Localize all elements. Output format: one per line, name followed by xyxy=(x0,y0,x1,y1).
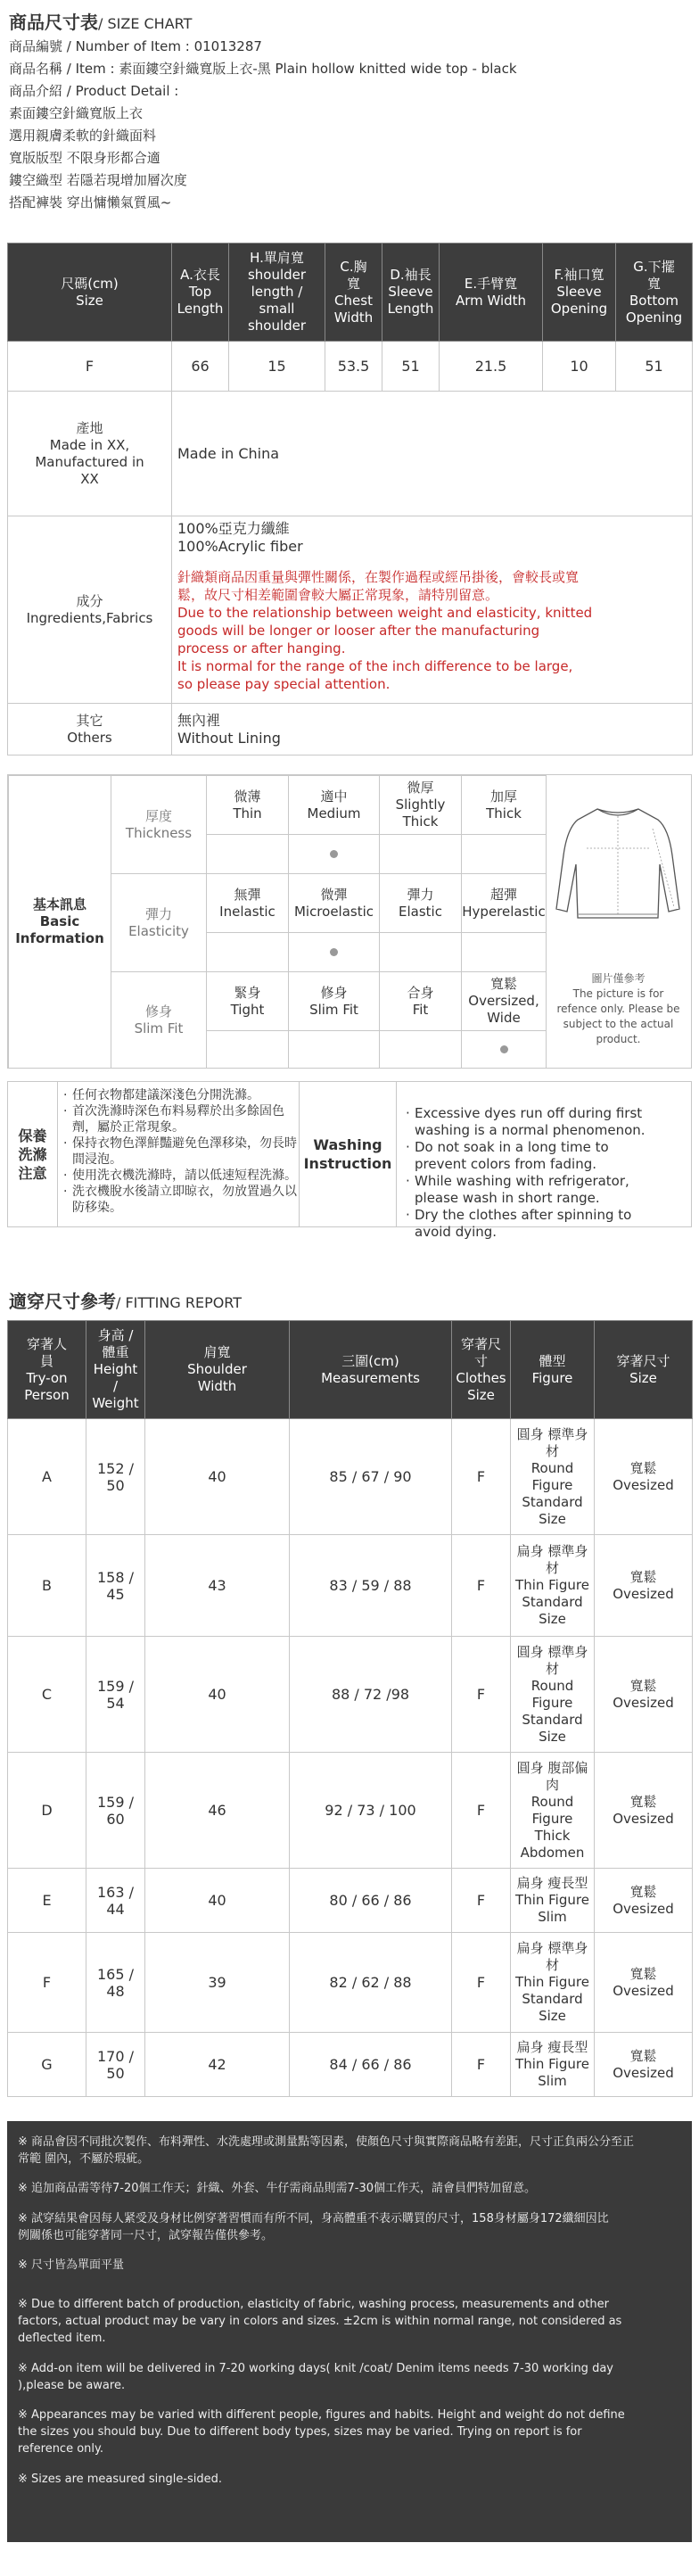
figure: 扁身 標準身 材 Thin Figure Standard Size xyxy=(511,1535,595,1637)
person: C xyxy=(8,1637,86,1753)
fit-size: 寬鬆 Ovesized xyxy=(595,1869,693,1933)
header-height-weight: 身高 / 體重 Height / Weight xyxy=(86,1321,145,1419)
fit-row xyxy=(8,1637,693,1753)
figure: 扁身 瘦長型 Thin Figure Slim xyxy=(511,1869,595,1933)
wash-item: · 使用洗衣機洗滌時，請以低速短程洗滌。 xyxy=(63,1168,297,1183)
size-cell: 51 xyxy=(382,342,440,392)
clothes-size: F xyxy=(452,2033,511,2097)
fabric-label: 成分 Ingredients,Fabrics xyxy=(8,516,172,704)
clothes-size: F xyxy=(452,1753,511,1869)
person: G xyxy=(8,2033,86,2097)
fit-option: 緊身 Tight xyxy=(207,972,289,1031)
washing-list-en xyxy=(406,1105,689,1241)
clothes-size: F xyxy=(452,1419,511,1535)
clothes-size: F xyxy=(452,1933,511,2033)
header-shoulder: H.單肩寬 shoulder length / small shoulder xyxy=(229,244,325,342)
detail-line: 選用親膚柔軟的針織面料 xyxy=(9,128,157,144)
note-zh: ※ 商品會因不同批次製作、布料彈性、水洗處理或測量點等因素，使顏色尺寸與實際商品略有差距，尺寸正負兩公分至正 常範 圍內，不屬於瑕疵。 xyxy=(18,2135,635,2166)
measurements: 82 / 62 / 88 xyxy=(290,1933,452,2033)
elasticity-option: 彈力 Elastic xyxy=(380,874,462,933)
size-chart-title xyxy=(9,11,690,36)
title-en: / SIZE CHART xyxy=(98,15,193,32)
marker-cell xyxy=(289,933,380,972)
header-chest: C.胸 寬 Chest Width xyxy=(325,244,382,342)
elasticity-label: 彈力 Elasticity xyxy=(111,874,207,972)
notes-panel xyxy=(7,2121,692,2542)
elasticity-option: 無彈 Inelastic xyxy=(207,874,289,933)
detail-line: 鏤空織型 若隱若現增加層次度 xyxy=(9,172,187,188)
item-number: 商品編號 / Number of Item : 01013287 xyxy=(9,38,262,54)
basic-info-table xyxy=(8,775,547,1069)
shoulder: 46 xyxy=(145,1753,290,1869)
marker-cell xyxy=(207,933,289,972)
note-en: ※ Add-on item will be delivered in 7-20 working days( knit /coat/ Denim items needs 7-30 working day ),please be aware. xyxy=(18,2362,613,2392)
washing-section xyxy=(7,1081,692,1240)
origin-row xyxy=(8,392,693,516)
person: A xyxy=(8,1419,86,1535)
header-bottom-opening: G.下擺 寬 Bottom Opening xyxy=(616,244,693,342)
note-en: ※ Sizes are measured single-sided. xyxy=(18,2473,223,2486)
height-weight: 165 / 48 xyxy=(86,1933,145,2033)
measurements: 85 / 67 / 90 xyxy=(290,1419,452,1535)
clothes-size: F xyxy=(452,1869,511,1933)
marker-cell xyxy=(380,1031,462,1069)
height-weight: 170 / 50 xyxy=(86,2033,145,2097)
detail-line: 寬版版型 不限身形都合適 xyxy=(9,150,160,166)
marker-cell xyxy=(207,1031,289,1069)
others-value: 無內裡 Without Lining xyxy=(172,704,693,755)
note-zh: ※ 追加商品需等待7-20個工作天；針織、外套、牛仔需商品則需7-30個工作天，請會員們特加留意。 xyxy=(18,2182,537,2195)
fit-size: 寬鬆 Ovesized xyxy=(595,1637,693,1753)
fit-row xyxy=(8,1933,693,2033)
washing-label-en: Washing Instruction xyxy=(299,1082,397,1226)
thickness-label: 厚度 Thickness xyxy=(111,776,207,874)
title-zh: 商品尺寸表 xyxy=(9,12,98,33)
clothes-size: F xyxy=(452,1637,511,1753)
fitting-report-table xyxy=(7,1320,693,2097)
wash-item: · 洗衣機脫水後請立即晾衣，勿放置過久以防移染。 xyxy=(63,1185,297,1215)
measurements: 92 / 73 / 100 xyxy=(290,1753,452,1869)
wash-item: · 保持衣物色澤鮮豔避免色澤移染，勿長時間浸泡。 xyxy=(63,1136,297,1167)
size-cell: 10 xyxy=(543,342,616,392)
header-figure: 體型 Figure xyxy=(511,1321,595,1419)
figure: 扁身 瘦長型 Thin Figure Slim xyxy=(511,2033,595,2097)
fit-row xyxy=(8,1419,693,1535)
fit-size: 寬鬆 Ovesized xyxy=(595,1419,693,1535)
figure: 扁身 標準身 材 Thin Figure Standard Size xyxy=(511,1933,595,2033)
size-cell: 21.5 xyxy=(440,342,543,392)
header-sleeve-length: D.袖長 Sleeve Length xyxy=(382,244,440,342)
fit-option: 修身 Slim Fit xyxy=(289,972,380,1031)
measurements: 84 / 66 / 86 xyxy=(290,2033,452,2097)
detail-line: 素面鏤空針織寬版上衣 xyxy=(9,105,144,121)
shoulder: 39 xyxy=(145,1933,290,2033)
figure: 圓身 腹部偏 肉 Round Figure Thick Abdomen xyxy=(511,1753,595,1869)
marker-cell xyxy=(462,835,547,874)
thickness-option: 微厚 Slightly Thick xyxy=(380,776,462,835)
selected-dot xyxy=(500,1045,508,1053)
size-row-f xyxy=(8,342,693,392)
wash-item: · While washing with refrigerator, please wash in short range. xyxy=(406,1173,629,1206)
measurements: 80 / 66 / 86 xyxy=(290,1869,452,1933)
shoulder: 40 xyxy=(145,1869,290,1933)
marker-cell xyxy=(462,933,547,972)
shoulder: 42 xyxy=(145,2033,290,2097)
slim-fit-label: 修身 Slim Fit xyxy=(111,972,207,1069)
basic-information xyxy=(7,774,692,1069)
person: D xyxy=(8,1753,86,1869)
fit-size: 寬鬆 Ovesized xyxy=(595,1535,693,1637)
header-size: 尺碼(cm) Size xyxy=(8,244,172,342)
fitting-report-title: 適穿尺寸參考/ FITTING REPORT xyxy=(9,1291,243,1312)
header-top-length: A.衣長 Top Length xyxy=(172,244,229,342)
person: E xyxy=(8,1869,86,1933)
thickness-option: 微薄 Thin xyxy=(207,776,289,835)
selected-dot xyxy=(330,948,338,956)
header-person: 穿著人 員 Try-on Person xyxy=(8,1321,86,1419)
sweater-outline-icon xyxy=(546,775,691,962)
wash-item: · Excessive dyes run off during first washing is a normal phenomenon. xyxy=(406,1105,646,1138)
others-label: 其它 Others xyxy=(8,704,172,755)
washing-label-zh: 保養 洗滌 注意 xyxy=(8,1082,58,1226)
fit-row xyxy=(8,1535,693,1637)
product-info-table xyxy=(7,391,693,755)
thickness-option: 加厚 Thick xyxy=(462,776,547,835)
fabric-line: 100%亞克力纖維 xyxy=(177,520,290,537)
thickness-option: 適中 Medium xyxy=(289,776,380,835)
wash-item: · 首次洗滌時深色布料易釋於出多餘固色劑，屬於正常現象。 xyxy=(63,1104,284,1135)
header-sleeve-opening: F.袖口寬 Sleeve Opening xyxy=(543,244,616,342)
person: F xyxy=(8,1933,86,2033)
height-weight: 158 / 45 xyxy=(86,1535,145,1637)
origin-value: Made in China xyxy=(172,392,693,516)
height-weight: 159 / 54 xyxy=(86,1637,145,1753)
fabric-value xyxy=(172,516,693,704)
fit-row xyxy=(8,1753,693,1869)
measurements: 88 / 72 /98 xyxy=(290,1637,452,1753)
detail-line: 搭配褲裝 穿出慵懶氣質風~ xyxy=(9,194,172,211)
image-note: 圖片僅參考 The picture is for refence only. Please be subject to the actual product. xyxy=(556,972,680,1045)
wash-item: · Dry the clothes after spinning to avoid dying. xyxy=(406,1207,632,1240)
header-clothes-size: 穿著尺 寸 Clothes Size xyxy=(452,1321,511,1419)
figure: 圓身 標準身 材 Round Figure Standard Size xyxy=(511,1419,595,1535)
size-cell: 15 xyxy=(229,342,325,392)
shoulder: 43 xyxy=(145,1535,290,1637)
marker-cell xyxy=(289,1031,380,1069)
header-measurements: 三圍(cm) Measurements xyxy=(290,1321,452,1419)
clothes-size: F xyxy=(452,1535,511,1637)
marker-cell xyxy=(462,1031,547,1069)
shoulder: 40 xyxy=(145,1419,290,1535)
shoulder: 40 xyxy=(145,1637,290,1753)
figure: 圓身 標準身 材 Round Figure Standard Size xyxy=(511,1637,595,1753)
fit-size: 寬鬆 Ovesized xyxy=(595,2033,693,2097)
fit-row xyxy=(8,2033,693,2097)
measurements: 83 / 59 / 88 xyxy=(290,1535,452,1637)
selected-dot xyxy=(330,850,338,858)
product-detail-title: 商品介紹 / Product Detail : xyxy=(9,83,179,99)
header-shoulder-width: 肩寬 Shoulder Width xyxy=(145,1321,290,1419)
marker-cell xyxy=(289,835,380,874)
marker-cell xyxy=(380,835,462,874)
garment-diagram xyxy=(546,775,691,1068)
fit-option: 寬鬆 Oversized, Wide xyxy=(462,972,547,1031)
marker-cell xyxy=(207,835,289,874)
fit-size: 寬鬆 Ovesized xyxy=(595,1933,693,2033)
size-cell: 51 xyxy=(616,342,693,392)
others-row xyxy=(8,704,693,755)
size-chart-table xyxy=(7,243,693,392)
height-weight: 152 / 50 xyxy=(86,1419,145,1535)
knit-warning: 針織類商品因重量與彈性關係，在製作過程或經吊掛後，會較長或寬 鬆，故尺寸相差範圍會較大屬正常現象，請特別留意。 Due to the relationship between weight and elasticity, knitted goods will be longer or looser after the manufacturing process or after hanging. It is normal for the range of the inch difference to be large, so please pay special attention. xyxy=(177,569,593,692)
fabric-row xyxy=(8,516,693,704)
person: B xyxy=(8,1535,86,1637)
note-en: ※ Appearances may be varied with different people, figures and habits. Height and weight do not define the sizes you should buy. Due to different body types, sizes may be varied. Trying on report is for reference only. xyxy=(18,2408,625,2456)
elasticity-option: 微彈 Microelastic xyxy=(289,874,380,933)
marker-cell xyxy=(380,933,462,972)
fit-size: 寬鬆 Ovesized xyxy=(595,1753,693,1869)
elasticity-option: 超彈 Hyperelastic xyxy=(462,874,547,933)
header-fit-size: 穿著尺寸 Size xyxy=(595,1321,693,1419)
wash-item: · 任何衣物都建議深淺色分開洗滌。 xyxy=(63,1088,259,1102)
washing-list-zh xyxy=(63,1087,297,1216)
fit-row xyxy=(8,1869,693,1933)
fabric-line: 100%Acrylic fiber xyxy=(177,538,303,555)
wash-item: · Do not soak in a long time to prevent colors from fading. xyxy=(406,1139,609,1172)
height-weight: 159 / 60 xyxy=(86,1753,145,1869)
note-en: ※ Due to different batch of production, elasticity of fabric, washing process, measurements and other factors, actual product may be vary in colors and sizes. ±2cm is within normal range, not considered as deflected item. xyxy=(18,2298,622,2345)
item-name: 商品名稱 / Item : 素面鏤空針織寬版上衣-黑 Plain hollow knitted wide top - black xyxy=(9,61,517,77)
product-detail-list xyxy=(9,103,690,214)
size-cell: 53.5 xyxy=(325,342,382,392)
size-cell: 66 xyxy=(172,342,229,392)
basic-info-title: 基本訊息 Basic Information xyxy=(9,776,111,1069)
origin-label: 產地 Made in XX, Manufactured in XX xyxy=(8,392,172,516)
note-zh: ※ 尺寸皆為單面平量 xyxy=(18,2258,125,2272)
height-weight: 163 / 44 xyxy=(86,1869,145,1933)
product-header xyxy=(0,0,699,214)
size-header-row xyxy=(8,244,693,342)
note-zh: ※ 試穿結果會因每人紧受及身材比例穿著習慣而有所不同，身高體重不表示購買的尺寸，158身材屬身172纖細因比 例關係也可能穿著同一尺寸，試穿報告僅供參考。 xyxy=(18,2212,609,2242)
header-arm-width: E.手臂寬 Arm Width xyxy=(440,244,543,342)
fit-option: 合身 Fit xyxy=(380,972,462,1031)
size-cell: F xyxy=(8,342,172,392)
fit-header-row xyxy=(8,1321,693,1419)
